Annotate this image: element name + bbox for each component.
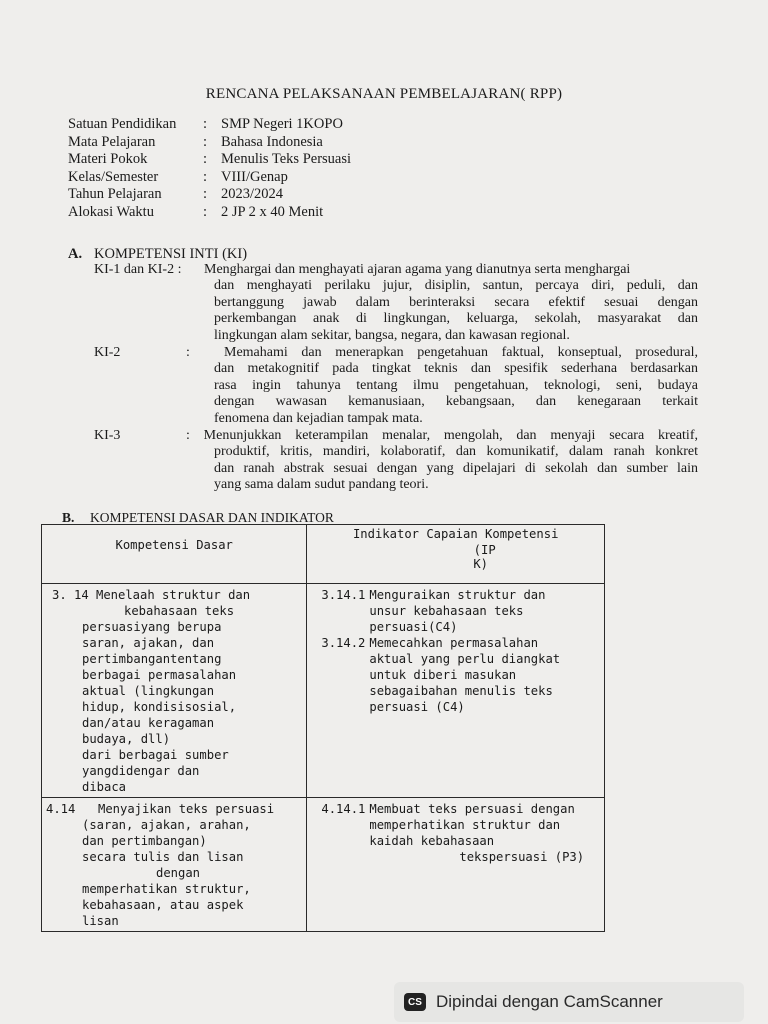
kd-entry [42, 584, 306, 797]
kd-line: saran, ajakan, dan [82, 636, 215, 650]
ki-item-2 [94, 345, 702, 427]
meta-colon: : [203, 186, 208, 202]
meta-value: 2023/2024 [221, 186, 284, 202]
ki-text [214, 345, 698, 427]
indicator-item [321, 635, 598, 715]
ki-text-cont [214, 278, 698, 344]
meta-label: Tahun Pelajaran [68, 186, 162, 202]
meta-value: 2 JP 2 x 40 Menit [221, 203, 324, 220]
kd-line: yangdidengar dan [82, 764, 200, 778]
ki-colon: : [186, 345, 190, 360]
ki-line: rasa ingin tahunya tentang ilmu pengetahuan, teknologi, seni, budaya [214, 377, 698, 393]
ki-line: produktif, kritis, mandiri, kolaboratif, dan komunikatif, dalam ranah konkret [214, 444, 698, 460]
indicator-list [307, 584, 604, 717]
indicator-line: persuasi(C4) [369, 620, 458, 634]
kd-cell [42, 584, 307, 798]
section-a-heading [68, 246, 247, 263]
ki-line: dan metakognitif pada tingkat teknis dan spesifik sederhana berdasarkan [214, 361, 698, 377]
indicator-line: Menguraikan struktur dan [369, 588, 546, 602]
meta-label: Alokasi Waktu [68, 203, 154, 220]
header-ipk-abbr: (IP [473, 543, 496, 557]
indicator-item [321, 801, 598, 865]
meta-label: Satuan Pendidikan [68, 116, 177, 132]
table-row [42, 798, 605, 932]
meta-colon: : [203, 133, 208, 150]
kd-number: 4.14 [46, 802, 76, 816]
document-title: RENCANA PELAKSANAAN PEMBELAJARAN( RPP) [205, 86, 563, 102]
meta-row-class [68, 169, 351, 187]
kd-entry [42, 798, 306, 931]
indicator-text [369, 635, 598, 715]
meta-colon: : [203, 151, 208, 167]
table-row [42, 584, 605, 798]
meta-row-school [68, 116, 351, 134]
indicator-number: 3.14.2 [321, 636, 366, 650]
indicator-line: unsur kebahasaan teks [369, 604, 524, 618]
kd-line: dengan [156, 866, 201, 880]
kd-line: memperhatikan struktur, [82, 882, 251, 896]
kd-line: persuasiyang berupa [82, 620, 222, 634]
kd-line: berbagai permasalahan [82, 668, 237, 682]
indicator-cell [307, 584, 605, 798]
kd-line: kebahasaan teks [124, 604, 235, 618]
camscanner-logo-icon: CS [404, 993, 426, 1011]
kd-text [82, 587, 300, 795]
kd-cell [42, 798, 307, 932]
meta-value: SMP Negeri 1KOPO [221, 116, 343, 132]
kd-line: Menyajikan teks persuasi [98, 802, 275, 816]
indicator-text [369, 587, 598, 635]
indicator-line: tekspersuasi (P3) [459, 850, 585, 864]
meta-value: Menulis Teks Persuasi [221, 151, 352, 167]
ki-line: perkembangan anak di lingkungan, keluarga, sekolah, masyarakat dan [214, 311, 698, 327]
kd-line: dan/atau keragaman [82, 716, 215, 730]
meta-row-year [68, 186, 351, 204]
section-letter: A. [68, 246, 83, 262]
meta-label: Materi Pokok [68, 151, 148, 167]
meta-value: Bahasa Indonesia [221, 133, 323, 150]
kd-line: hidup, kondisisosial, [82, 700, 237, 714]
ki-line: Memahami dan menerapkan pengetahuan faktual, konseptual, prosedural, [224, 345, 698, 360]
kd-line: secara tulis dan lisan [82, 850, 244, 864]
indicator-item [321, 587, 598, 635]
ki-text [204, 262, 768, 278]
section-title: KOMPETENSI DASAR DAN INDIKATOR [90, 510, 334, 525]
meta-value: VIII/Genap [221, 168, 288, 185]
ki-label: KI-1 dan KI-2 : [94, 262, 182, 277]
indicator-line: aktual yang perlu diangkat [369, 652, 561, 666]
kd-line: kebahasaan, atau aspek [82, 898, 244, 912]
competency-table [41, 524, 605, 932]
kd-line: dari berbagai sumber [82, 748, 229, 762]
kd-line: Menelaah struktur dan [96, 588, 251, 602]
ki-line: Menghargai dan menghayati ajaran agama yang dianutnya serta menghargai [204, 262, 631, 277]
indicator-cell [307, 798, 605, 932]
ki-text [186, 428, 698, 444]
table-header-cell [42, 525, 307, 584]
meta-colon: : [203, 116, 208, 132]
header-kd: Kompetensi Dasar [115, 538, 233, 552]
kd-line: budaya, dll) [82, 732, 171, 746]
ki-line: yang sama dalam sudut pandang teori. [214, 477, 429, 493]
ki-line: lingkungan alam sekitar, bangsa, negara, dan kawasan regional. [214, 327, 570, 343]
meta-label: Kelas/Semester [68, 168, 159, 185]
ki-line: dan menghayati perilaku jujur, disiplin, santun, percaya diri, peduli, dan [214, 278, 698, 294]
ki-item-1 [94, 262, 702, 344]
table-header-cell [307, 525, 605, 584]
identity-block [68, 116, 351, 221]
indicator-list [307, 798, 604, 867]
kd-line: dibaca [82, 780, 127, 794]
meta-colon: : [203, 168, 208, 185]
ki-text-cont [214, 444, 698, 493]
ki-line: fenomena dan kejadian tampak mata. [214, 410, 423, 426]
section-letter: B. [62, 510, 75, 525]
indicator-line: memperhatikan struktur dan [369, 818, 561, 832]
ki-line: bertanggung jawab dalam berinteraksi secara efektif sesuai dengan [214, 294, 698, 310]
kd-line: pertimbangantentang [82, 652, 222, 666]
indicator-line: kaidah kebahasaan [369, 834, 495, 848]
header-ipk: Indikator Capaian Kompetensi [352, 527, 559, 541]
indicator-line: Memecahkan permasalahan [369, 636, 539, 650]
kd-line: lisan [82, 914, 119, 928]
table-header-row [42, 525, 605, 584]
meta-row-topic [68, 151, 351, 169]
meta-row-time [68, 204, 351, 222]
meta-row-subject [68, 134, 351, 152]
indicator-line: sebagaibahan menulis teks [369, 684, 553, 698]
camscanner-watermark [394, 982, 744, 1022]
ki-line: dan ranah abstrak sesuai dengan yang dipelajari di sekolah dan sumber lain [214, 460, 698, 476]
ki-line: : Menunjukkan keterampilan menalar, mengolah, dan menyaji secara kreatif, [186, 428, 698, 443]
meta-colon: : [203, 203, 208, 220]
indicator-line: persuasi (C4) [369, 700, 465, 714]
meta-label: Mata Pelajaran [68, 133, 156, 150]
ki-label: KI-3 [94, 428, 121, 443]
kd-line: (saran, ajakan, arahan, [82, 818, 251, 832]
kd-text [82, 801, 300, 929]
indicator-line: Membuat teks persuasi dengan [369, 802, 575, 816]
indicator-text [369, 801, 598, 865]
ki-label: KI-2 [94, 345, 121, 360]
ki-line: dengan wawasan kemanusiaan, kebangsaan, dan kenegaraan terkait [214, 394, 698, 410]
indicator-line: untuk diberi masukan [369, 668, 517, 682]
kd-line: aktual (lingkungan [82, 684, 215, 698]
kd-line: dan pertimbangan) [82, 834, 207, 848]
watermark-text: Dipindai dengan CamScanner [436, 992, 663, 1011]
section-title: KOMPETENSI INTI (KI) [94, 246, 248, 262]
header-ipk-abbr: K) [473, 557, 489, 571]
ki-item-3 [94, 428, 702, 496]
indicator-number: 4.14.1 [321, 802, 366, 816]
kd-number: 3. 14 [52, 588, 89, 602]
indicator-number: 3.14.1 [321, 588, 366, 602]
